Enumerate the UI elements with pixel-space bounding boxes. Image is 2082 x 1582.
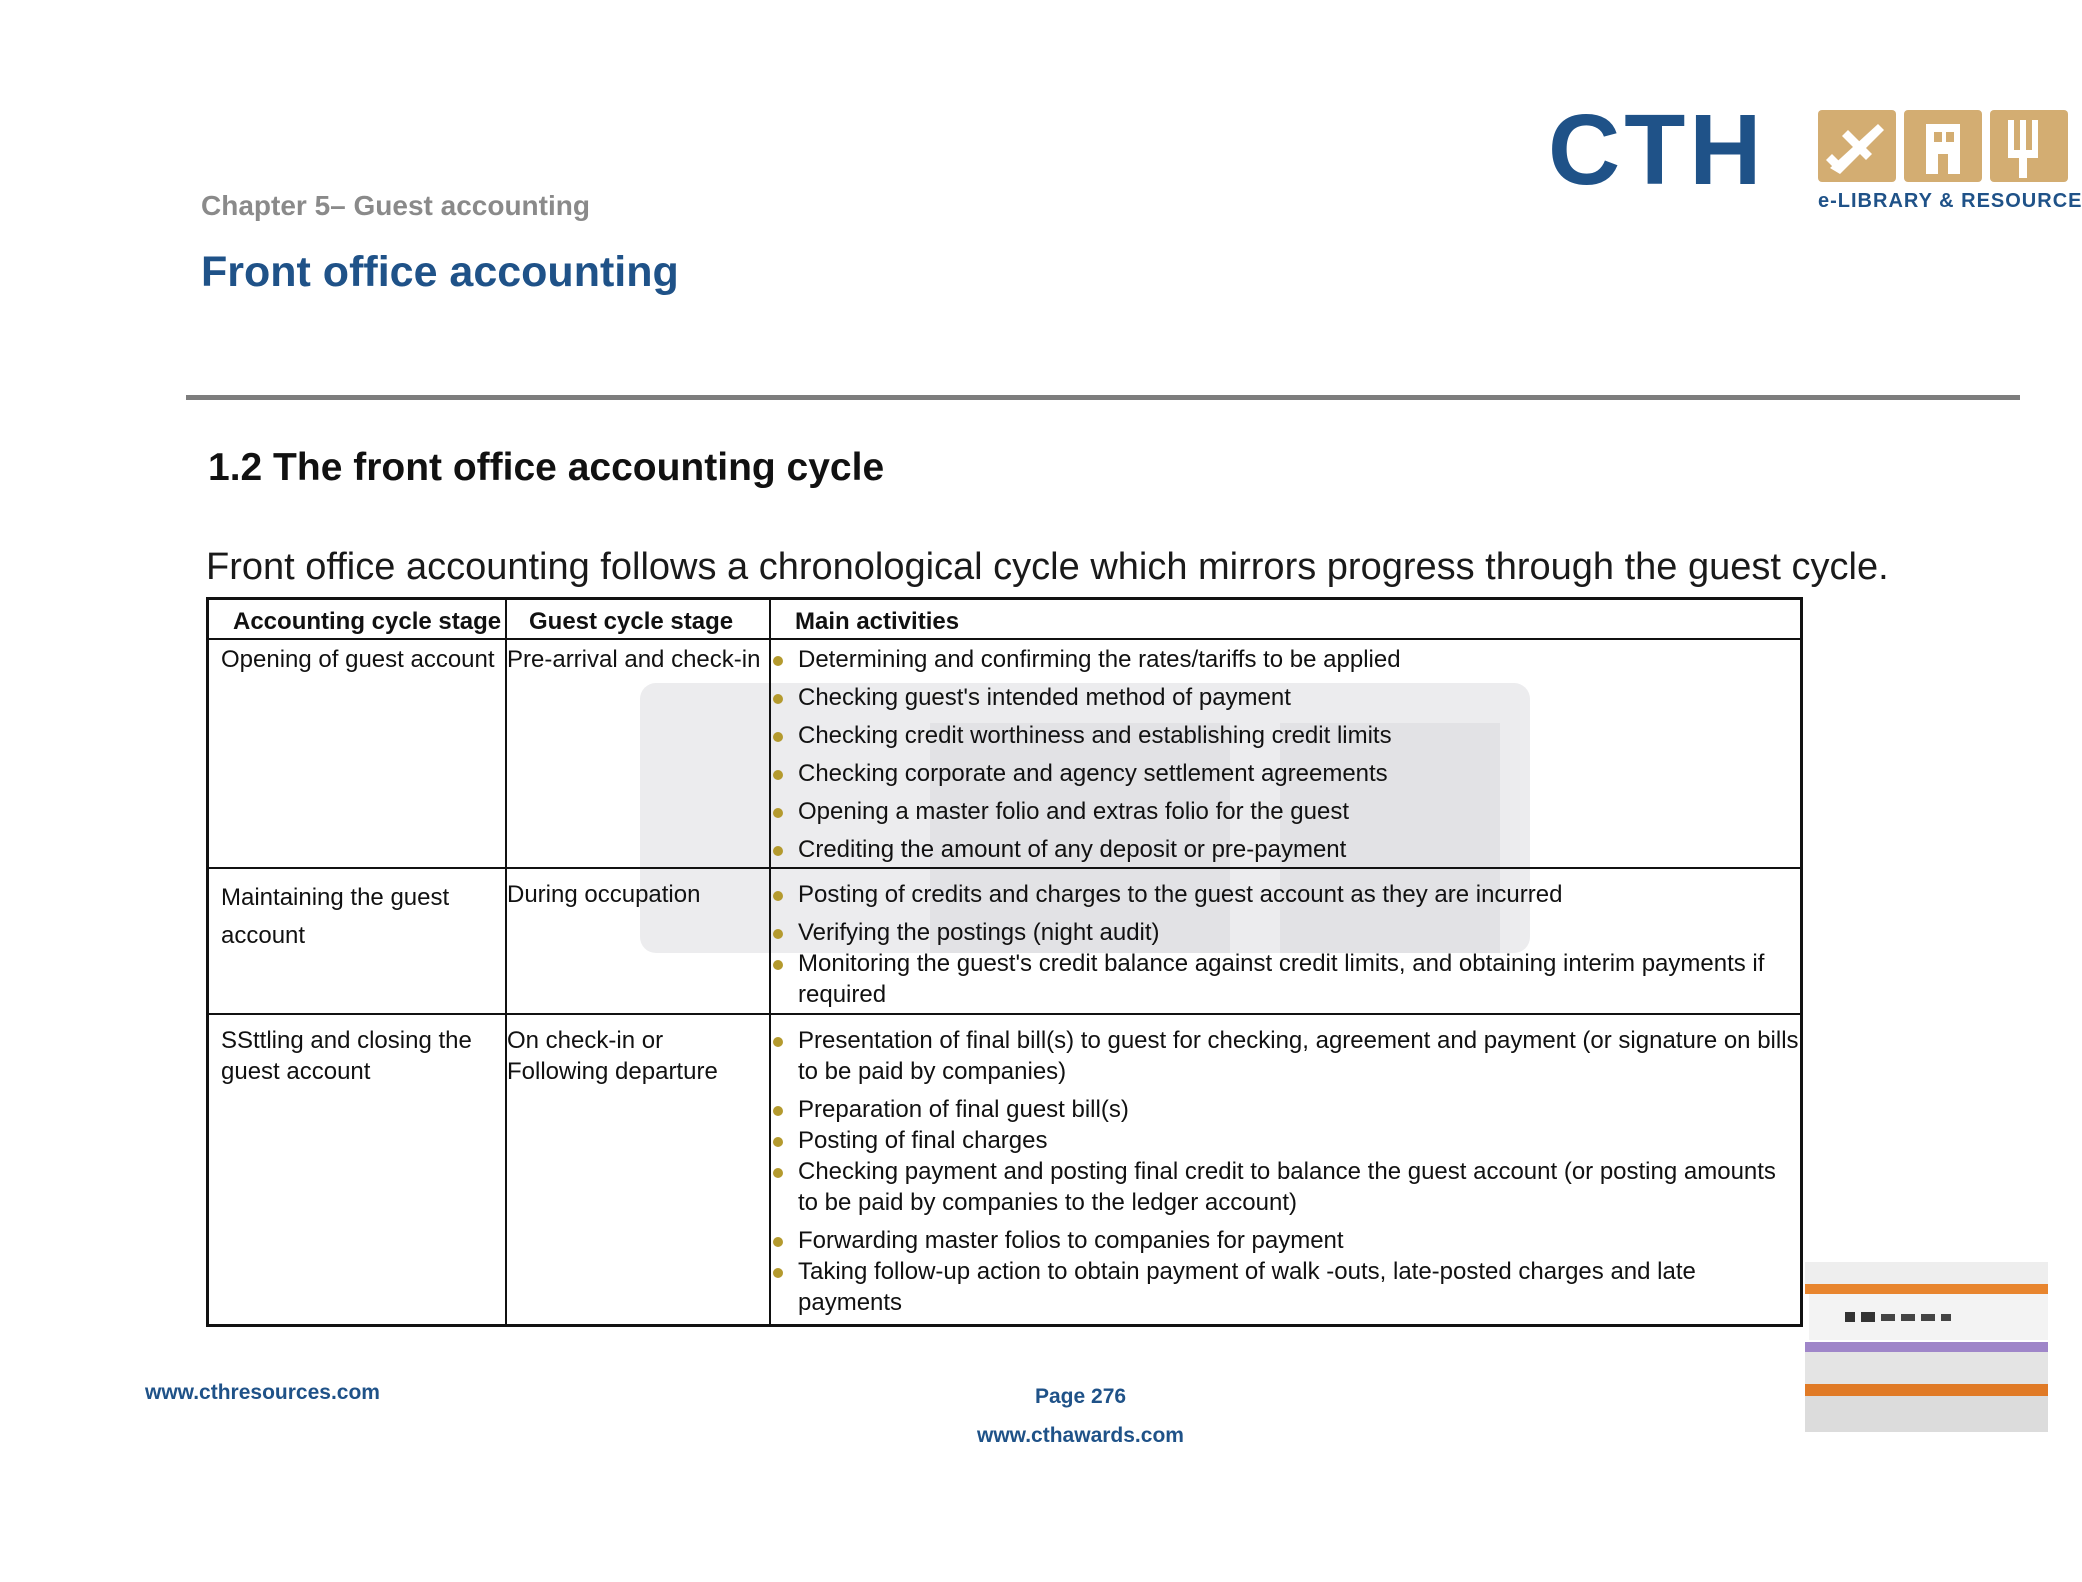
table-cell-guest-stage: On check-in or Following departure — [507, 1027, 718, 1085]
column-header: Main activities — [795, 608, 960, 635]
activities-list — [773, 879, 1801, 1010]
accounting-cycle-table — [206, 597, 1803, 1327]
list-item: Posting of final charges — [773, 1125, 1801, 1156]
list-item: Verifying the postings (night audit) — [773, 917, 1801, 948]
list-item: Preparation of final guest bill(s) — [773, 1094, 1801, 1125]
logo-wordmark: CTH — [1548, 94, 1766, 206]
list-item: Checking guest's intended method of payment — [773, 682, 1801, 713]
fork-icon — [1990, 110, 2068, 182]
table-cell-guest-stage: Pre-arrival and check-in — [507, 646, 761, 673]
table-cell-stage: SSttling and closing the guest account — [221, 1027, 472, 1085]
column-divider — [505, 600, 507, 1324]
list-item: Taking follow-up action to obtain payment of walk -outs, late-posted charges and late payments — [773, 1256, 1801, 1318]
column-divider — [769, 600, 771, 1324]
list-item: Monitoring the guest's credit balance against credit limits, and obtaining interim payments if required — [773, 948, 1801, 1010]
row-divider — [209, 1013, 1800, 1015]
page-title: Front office accounting — [201, 248, 679, 296]
table-cell-stage: Maintaining the guest account — [221, 884, 450, 949]
section-heading: 1.2 The front office accounting cycle — [208, 446, 885, 489]
list-item: Checking credit worthiness and establishing credit limits — [773, 720, 1801, 751]
header-divider — [186, 395, 2020, 400]
table-cell-stage: Opening of guest account — [221, 646, 495, 673]
cth-logo — [1548, 94, 2082, 220]
books-stack-image — [1805, 1262, 2048, 1432]
airplane-icon — [1818, 110, 1896, 182]
chapter-label: Chapter 5– Guest accounting — [201, 190, 590, 221]
footer-awards-link[interactable]: www.cthawards.com — [977, 1424, 1184, 1447]
list-item: Posting of credits and charges to the guest account as they are incurred — [773, 879, 1801, 910]
footer-resources-link[interactable]: www.cthresources.com — [145, 1381, 380, 1404]
list-item: Crediting the amount of any deposit or pre-payment — [773, 834, 1801, 865]
list-item: Opening a master folio and extras folio for the guest — [773, 796, 1801, 827]
list-item: Presentation of final bill(s) to guest for checking, agreement and payment (or signature on bills to be paid by companies) — [773, 1025, 1801, 1087]
activities-list — [773, 644, 1801, 865]
header-row-divider — [209, 638, 1800, 640]
column-header: Accounting cycle stage — [233, 608, 502, 635]
hotel-icon — [1904, 110, 1982, 182]
row-divider — [209, 867, 1800, 869]
table-cell-guest-stage: During occupation — [507, 881, 701, 908]
intro-paragraph: Front office accounting follows a chronological cycle which mirrors progress through the guest cycle. — [206, 546, 1889, 588]
list-item: Forwarding master folios to companies for payment — [773, 1225, 1801, 1256]
list-item: Determining and confirming the rates/tariffs to be applied — [773, 644, 1801, 675]
page-number: Page 276 — [1035, 1385, 1127, 1408]
list-item: Checking corporate and agency settlement agreements — [773, 758, 1801, 789]
column-header: Guest cycle stage — [529, 608, 734, 635]
logo-subtitle: e-LIBRARY & RESOURCE — [1818, 190, 2082, 212]
activities-list — [773, 1025, 1801, 1318]
list-item: Checking payment and posting final credit to balance the guest account (or posting amounts to be paid by companies to the ledger account) — [773, 1156, 1801, 1218]
